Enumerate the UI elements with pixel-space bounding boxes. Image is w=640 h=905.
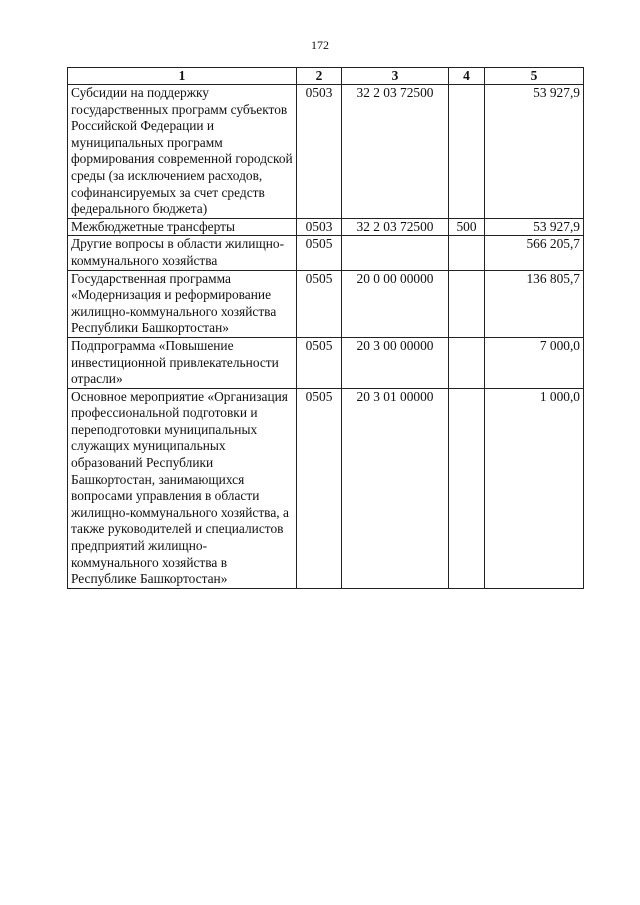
header-col-3: 3: [342, 68, 449, 85]
row-code: 20 3 01 00000: [342, 388, 449, 588]
table-row: [68, 85, 584, 219]
row-amount: 1 000,0: [485, 388, 584, 588]
row-type: [449, 337, 485, 388]
table-body: [68, 85, 584, 589]
row-type: [449, 388, 485, 588]
row-section: 0505: [297, 236, 342, 270]
row-name: Другие вопросы в области жилищно-коммунального хозяйства: [68, 236, 297, 270]
row-name: Государственная программа «Модернизация и реформирование жилищно-коммунального хозяйства Республики Башкортостан»: [68, 270, 297, 337]
header-col-2: 2: [297, 68, 342, 85]
row-code: [342, 236, 449, 270]
header-col-5: 5: [485, 68, 584, 85]
row-code: 32 2 03 72500: [342, 218, 449, 236]
row-code: 32 2 03 72500: [342, 85, 449, 219]
row-code: 20 3 00 00000: [342, 337, 449, 388]
row-amount: 136 805,7: [485, 270, 584, 337]
header-row: [68, 68, 584, 85]
row-type: 500: [449, 218, 485, 236]
row-section: 0505: [297, 337, 342, 388]
table-row: [68, 388, 584, 588]
row-amount: 566 205,7: [485, 236, 584, 270]
row-amount: 7 000,0: [485, 337, 584, 388]
table-header: [68, 68, 584, 85]
table-row: [68, 236, 584, 270]
table-row: [68, 270, 584, 337]
row-code: 20 0 00 00000: [342, 270, 449, 337]
row-amount: 53 927,9: [485, 218, 584, 236]
row-name: Основное мероприятие «Организация профессиональной подготовки и переподготовки муниципальных служащих муниципальных образований Республики Башкортостан, занимающихся вопросами управления в области жилищно-коммунального хозяйства, а также руководителей и специалистов предприятий жилищно-коммунального хозяйства в Республике Башкортостан»: [68, 388, 297, 588]
row-amount: 53 927,9: [485, 85, 584, 219]
page-number: 172: [311, 38, 329, 52]
table-row: [68, 337, 584, 388]
row-name: Межбюджетные трансферты: [68, 218, 297, 236]
row-type: [449, 85, 485, 219]
header-col-1: 1: [68, 68, 297, 85]
row-section: 0505: [297, 270, 342, 337]
row-name: Субсидии на поддержку государственных программ субъектов Российской Федерации и муниципальных программ формирования современной городской среды (за исключением расходов, софинансируемых за счет средств федерального бюджета): [68, 85, 297, 219]
header-col-4: 4: [449, 68, 485, 85]
row-name: Подпрограмма «Повышение инвестиционной привлекательности отрасли»: [68, 337, 297, 388]
row-section: 0505: [297, 388, 342, 588]
row-section: 0503: [297, 218, 342, 236]
budget-table: [67, 67, 584, 589]
row-type: [449, 236, 485, 270]
row-type: [449, 270, 485, 337]
table-row: [68, 218, 584, 236]
row-section: 0503: [297, 85, 342, 219]
